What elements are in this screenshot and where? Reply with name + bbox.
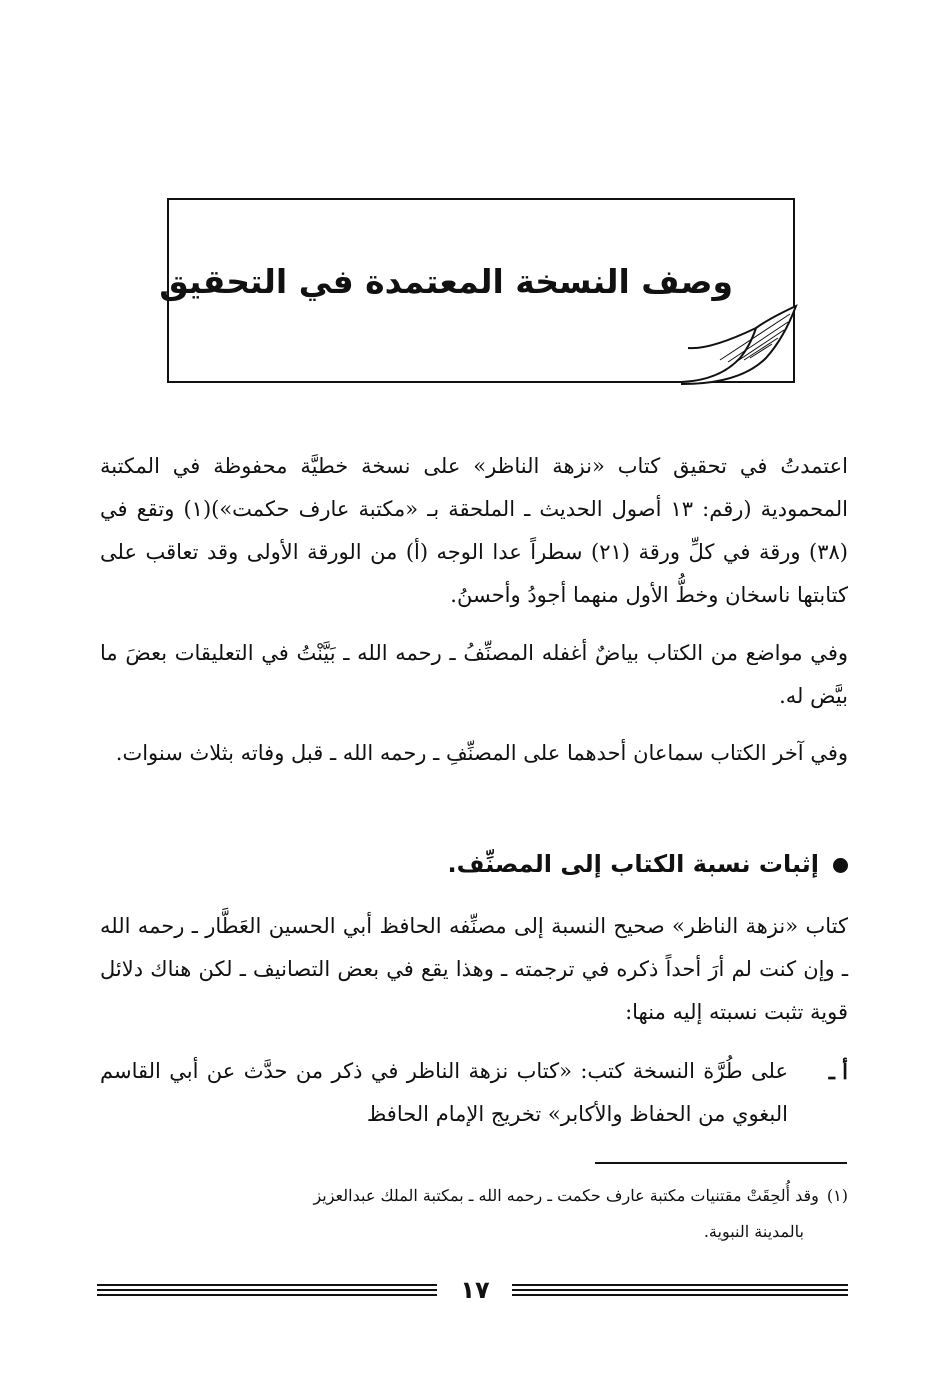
footnote-separator	[595, 1162, 847, 1164]
footnote	[100, 1178, 848, 1250]
list-item-text: على طُرَّة النسخة كتب: «كتاب نزهة الناظر في ذكر من حدَّث عن أبي القاسم البغوي من الحفاظ والأكابر» تخريج الإمام الحافظ	[100, 1059, 788, 1126]
footnote-number: (١)	[826, 1186, 848, 1205]
list-item	[100, 1050, 848, 1136]
paragraph-blank-spaces: وفي مواضع من الكتاب بياضٌ أغفله المصنِّفُ ـ رحمه الله ـ بَيَّنْتُ في التعليقات بعضَ ما بيَّض له.	[100, 641, 848, 708]
paragraph-attribution: كتاب «نزهة الناظر» صحيح النسبة إلى مصنِّفه الحافظ أبي الحسين العَطَّار ـ رحمه الله ـ وإن كنت لم أرَ أحداً ذكره في ترجمته ـ وهذا يقع في بعض التصانيف ـ لكن هناك دلائل قوية تثبت نسبته إليه منها:	[100, 914, 848, 1024]
page-number: ١٧	[460, 1276, 490, 1304]
footnote-text: وقد أُلحِقَتْ مقتنيات مكتبة عارف حكمت ـ رحمه الله ـ بمكتبة الملك عبدالعزيز	[313, 1186, 819, 1205]
paragraph-audition-notes: وفي آخر الكتاب سماعان أحدهما على المصنِّفِ ـ رحمه الله ـ قبل وفاته بثلاث سنوات.	[115, 741, 848, 765]
page-curl-decoration	[680, 288, 798, 386]
page-title: وصف النسخة المعتمدة في التحقيق	[159, 262, 733, 301]
section-heading	[100, 850, 848, 878]
section-heading-text: إثبات نسبة الكتاب إلى المصنِّف.	[447, 850, 819, 878]
footer-rule-right	[512, 1284, 848, 1302]
list-marker: أ ـ	[828, 1059, 848, 1084]
footnote-continuation: بالمدينة النبوية.	[703, 1222, 804, 1241]
footer-rule-left	[97, 1284, 437, 1302]
paragraph-manuscript-description: اعتمدتُ في تحقيق كتاب «نزهة الناظر» على نسخة خطيَّة محفوظة في المكتبة المحمودية (رقم: ١٣ أصول الحديث ـ الملحقة بـ «مكتبة عارف حكمت»)(١) وتقع في (٣٨) ورقة في كلِّ ورقة (٢١) سطراً عدا الوجه (أ) من الورقة الأولى وقد تعاقب على كتابتها ناسخان وخطُّ الأول منهما أجودُ وأحسنُ.	[100, 454, 849, 607]
bullet-icon	[833, 858, 848, 873]
